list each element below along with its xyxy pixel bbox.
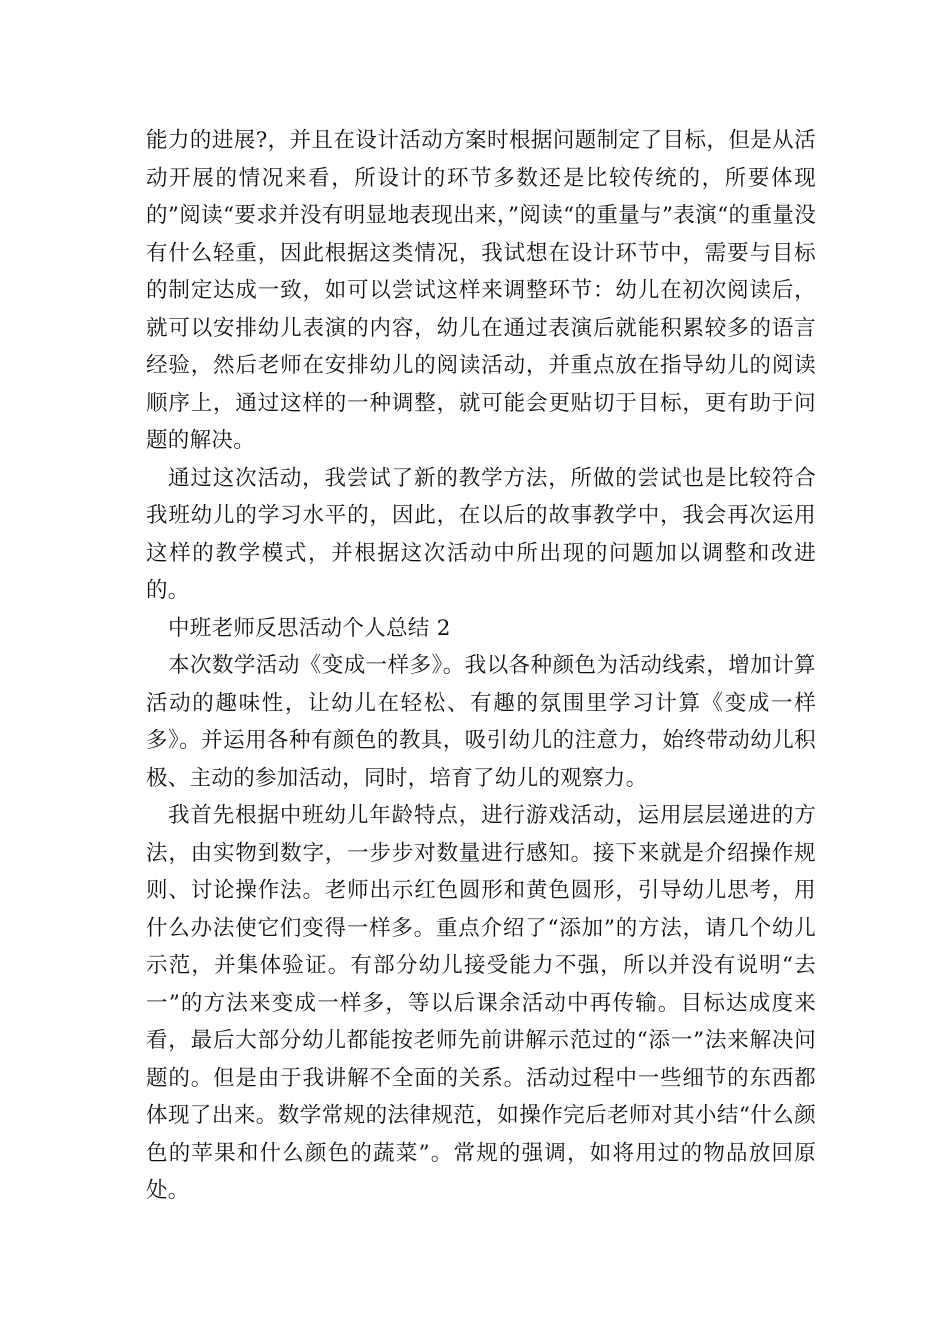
- paragraph-activity-process: 我首先根据中班幼儿年龄特点，进行游戏活动，运用层层递进的方法，由实物到数字，一步步对数量进行感知。接下来就是介绍操作规则、讨论操作法。老师出示红色圆形和黄色圆形，引导幼儿思考，用什么办法使它们变得一样多。重点介绍了“添加”的方法，请几个幼儿示范，并集体验证。有部分幼儿接受能力不强，所以并没有说明“去一”的方法来变成一样多，等以后课余活动中再传输。目标达成度来看，最后大部分幼儿都能按老师先前讲解示范过的“添一”法来解决问题的。但是由于我讲解不全面的关系。活动过程中一些细节的东西都体现了出来。数学常规的法律规范，如操作完后老师对其小结“什么颜色的苹果和什么颜色的蔬菜”。常规的强调，如将用过的物品放回原处。: [146, 803, 816, 1203]
- paragraph-continued: 能力的进展?，并且在设计活动方案时根据问题制定了目标，但是从活动开展的情况来看，所设计的环节多数还是比较传统的，所要体现的”阅读“要求并没有明显地表现出来，”阅读“的重量与”表演“的重量没有什么轻重，因此根据这类情况，我试想在设计环节中，需要与目标的制定达成一致，如可以尝试这样来调整环节：幼儿在初次阅读后，就可以安排幼儿表演的内容，幼儿在通过表演后就能积累较多的语言经验，然后老师在安排幼儿的阅读活动，并重点放在指导幼儿的阅读顺序上，通过这样的一种调整，就可能会更贴切于目标，更有助于问题的解决。: [146, 128, 816, 453]
- paragraph-math-activity: 本次数学活动《变成一样多》。我以各种颜色为活动线索，增加计算活动的趣味性，让幼儿在轻松、有趣的氛围里学习计算《变成一样多》。并运用各种有颜色的教具，吸引幼儿的注意力，始终带动幼儿积极、主动的参加活动，同时，培育了幼儿的观察力。: [146, 653, 816, 791]
- document-body: [146, 122, 816, 1210]
- section-title: 中班老师反思活动个人总结 2: [168, 615, 451, 641]
- paragraph-reflection: 通过这次活动，我尝试了新的教学方法，所做的尝试也是比较符合我班幼儿的学习水平的，因此，在以后的故事教学中，我会再次运用这样的教学模式，并根据这次活动中所出现的问题加以调整和改进的。: [146, 465, 816, 603]
